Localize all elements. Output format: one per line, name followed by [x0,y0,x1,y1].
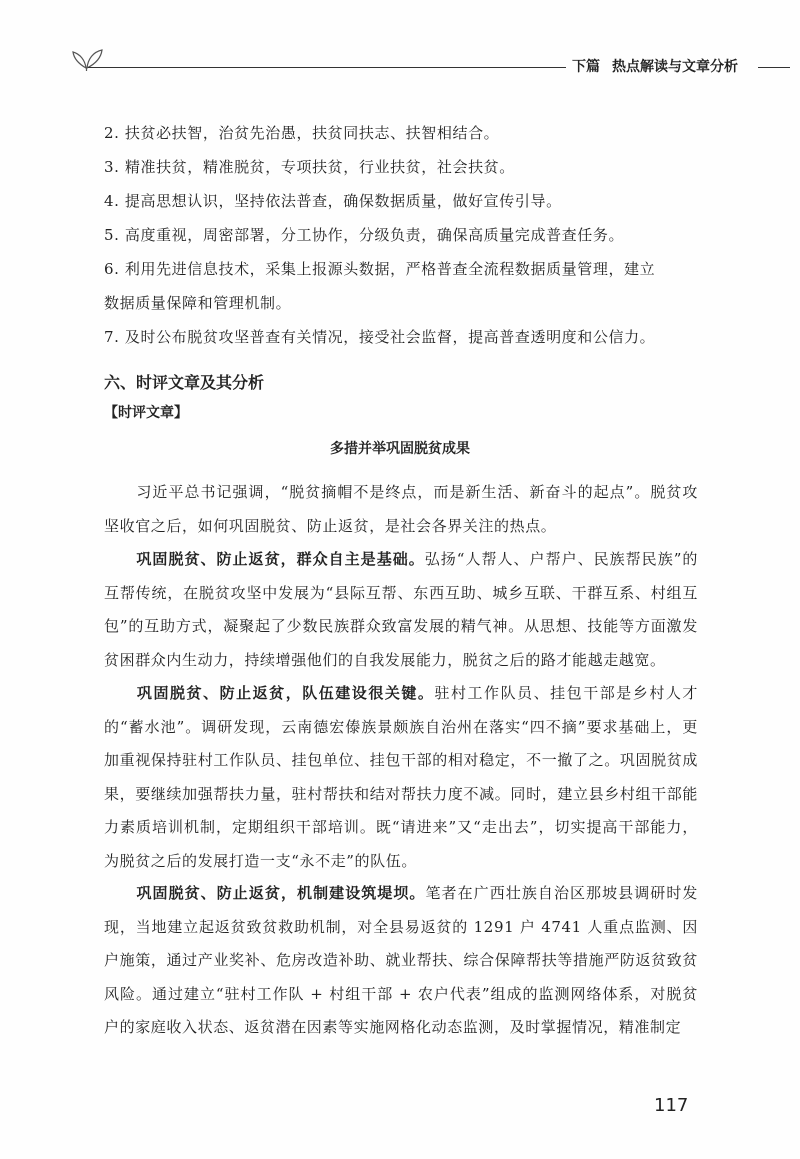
header-rule [88,67,566,68]
page-number: 117 [654,1095,689,1116]
paragraph-lead: 巩固脱贫、防止返贫，群众自主是基础。 [136,550,425,568]
section-title: 六、时评文章及其分析 [104,373,265,392]
list-item-continuation: 数据质量保障和管理机制。 [104,294,292,312]
list-item: 5. 高度重视，周密部署，分工协作，分级负责，确保高质量完成普查任务。 [104,226,625,244]
list-item: 7. 及时公布脱贫攻坚普查有关情况，接受社会监督，提高普查透明度和公信力。 [104,328,656,346]
list-item: 2. 扶贫必扶智，治贫先治愚，扶贫同扶志、扶智相结合。 [104,124,500,142]
tag-label: 【时评文章】 [104,405,188,421]
paragraph: 巩固脱贫、防止返贫，队伍建设很关键。驻村工作队员、挂包干部是乡村人才的“蓄水池”。调研发现，云南德宏傣族景颇族自治州在落实“四不摘”要求基础上，更加重视保持驻村工作队员、挂包单位、挂包干部的相对稳定，不一撤了之。巩固脱贫成果，要继续加强帮扶力量，驻村帮扶和结对帮扶力度不减。同时，建立县乡村组干部能力素质培训机制，定期组织干部培训。既“请进来”又“走出去”，切实提高干部能力，为脱贫之后的发展打造一支“永不走”的队伍。 [104,684,698,870]
paragraph-lead: 巩固脱贫、防止返贫，队伍建设很关键。 [136,684,435,702]
list-item: 6. 利用先进信息技术，采集上报源头数据，严格普查全流程数据质量管理，建立 [104,260,656,278]
list-item: 4. 提高思想认识，坚持依法普查，确保数据质量，做好宣传引导。 [104,192,562,210]
paragraph: 巩固脱贫、防止返贫，机制建设筑堤坝。笔者在广西壮族自治区那坡县调研时发现，当地建立起返贫致贫救助机制，对全县易返贫的 1291 户 4741 人重点监测、因户施策，通过产业奖补、危房改造补助、就业帮扶、综合保障帮扶等措施严防返贫致贫风险。通过建立“驻村工作队 + 村组干部 + 农户代表”组成的监测网络体系，对脱贫户的家庭收入状态、返贫潜在因素等实施网格化动态监测，及时掌握情况，精准制定 [104,884,698,1036]
header-title: 下篇 热点解读与文章分析 [572,59,738,75]
header-rule [758,67,790,68]
paragraph-lead: 巩固脱贫、防止返贫，机制建设筑堤坝。 [136,884,426,902]
list-item: 3. 精准扶贫，精准脱贫，专项扶贫，行业扶贫，社会扶贫。 [104,158,515,176]
running-header [70,40,790,80]
paragraph: 习近平总书记强调，“脱贫摘帽不是终点，而是新生活、新奋斗的起点”。脱贫攻坚收官之后，如何巩固脱贫、防止返贫，是社会各界关注的热点。 [104,483,698,535]
paragraph: 巩固脱贫、防止返贫，群众自主是基础。弘扬“人帮人、户帮户、民族帮民族”的互帮传统，在脱贫攻坚中发展为“县际互帮、东西互助、城乡互联、干群互系、村组互包”的互助方式，凝聚起了少数民族群众致富发展的精气神。从思想、技能等方面激发贫困群众内生动力，持续增强他们的自我发展能力，脱贫之后的路才能越走越宽。 [104,550,698,669]
article-title: 多措并举巩固脱贫成果 [330,441,470,457]
